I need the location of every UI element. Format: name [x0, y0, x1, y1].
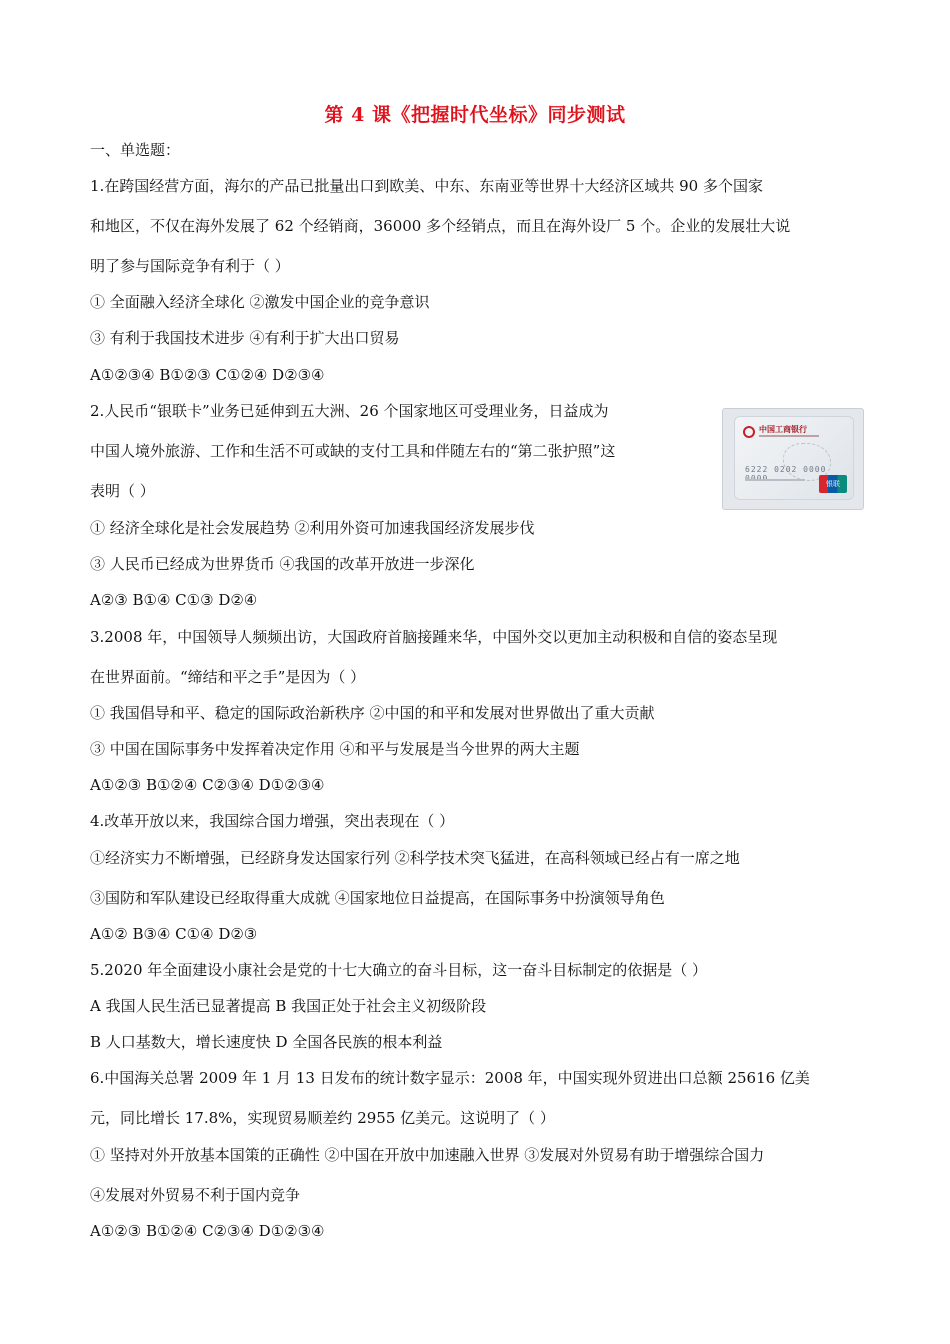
option-line: ① 我国倡导和平、稳定的国际政治新秩序 ②中国的和平和发展对世界做出了重大贡献 — [90, 704, 655, 722]
answer-line: A②③ B①④ C①③ D②④ — [90, 591, 258, 609]
section-heading: 一、单选题： — [90, 141, 181, 159]
text-line: 4.改革开放以来，我国综合国力增强，突出表现在（ ） — [90, 812, 455, 830]
answer-line: A①② B③④ C①④ D②③ — [90, 925, 258, 943]
bank-english-name — [759, 435, 819, 437]
option-line: ③ 人民币已经成为世界货币 ④我国的改革开放进一步深化 — [90, 555, 475, 573]
card-number: 6222 0202 0000 — [745, 465, 827, 474]
bank-name: 中国工商银行 — [759, 425, 807, 434]
option-line: ① 经济全球化是社会发展趋势 ②利用外资可加速我国经济发展步伐 — [90, 519, 535, 537]
option-line: B 人口基数大，增长速度快 D 全国各民族的根本利益 — [90, 1033, 443, 1051]
text-line: 6.中国海关总署 2009 年 1 月 13 日发布的统计数字显示：2008 年，中国实现外贸进出口总额 25616 亿美 — [90, 1069, 810, 1087]
text-line: 中国人境外旅游、工作和生活不可或缺的支付工具和伴随左右的“第二张护照”这 — [90, 442, 616, 460]
answer-line: A①②③ B①②④ C②③④ D①②③④ — [90, 776, 325, 794]
answer-line: A①②③④ B①②③ C①②④ D②③④ — [90, 366, 325, 384]
text-line: 在世界面前。“缔结和平之手”是因为（ ） — [90, 668, 366, 686]
text-line: 1.在跨国经营方面，海尔的产品已批量出口到欧美、中东、东南亚等世界十大经济区域共 90 多个国家 — [90, 177, 763, 195]
bank-card — [735, 417, 853, 499]
option-line: A 我国人民生活已显著提高 B 我国正处于社会主义初级阶段 — [90, 997, 487, 1015]
option-line: ④发展对外贸易不利于国内竞争 — [90, 1186, 301, 1204]
text-line: 5.2020 年全面建设小康社会是党的十七大确立的奋斗目标，这一奋斗目标制定的依据是（ ） — [90, 961, 708, 979]
answer-line: A①②③ B①②④ C②③④ D①②③④ — [90, 1222, 325, 1240]
option-line: ③ 中国在国际事务中发挥着决定作用 ④和平与发展是当今世界的两大主题 — [90, 740, 580, 758]
text-line: 明了参与国际竞争有利于（ ） — [90, 257, 290, 275]
text-line: 2.人民币“银联卡”业务已延伸到五大洲、26 个国家地区可受理业务，日益成为 — [90, 402, 609, 420]
text-line: 表明（ ） — [90, 482, 155, 500]
option-line: ③国防和军队建设已经取得重大成就 ④国家地位日益提高，在国际事务中扮演领导角色 — [90, 889, 665, 907]
text-line: 元，同比增长 17.8%，实现贸易顺差约 2955 亿美元。这说明了（ ） — [90, 1109, 555, 1127]
option-line: ①经济实力不断增强，已经跻身发达国家行列 ②科学技术突飞猛进，在高科领域已经占有一席之地 — [90, 849, 740, 867]
option-line: ① 全面融入经济全球化 ②激发中国企业的竞争意识 — [90, 293, 430, 311]
bank-card-image — [722, 408, 864, 510]
card-holder-line — [745, 479, 805, 481]
text-line: 3.2008 年，中国领导人频频出访，大国政府首脑接踵来华，中国外交以更加主动积极和自信的姿态呈现 — [90, 628, 778, 646]
bank-logo-icon — [743, 426, 755, 438]
page-title: 第 4 课《把握时代坐标》同步测试 — [324, 104, 626, 126]
unionpay-logo-icon: 银联 — [819, 475, 847, 493]
text-line: 和地区，不仅在海外发展了 62 个经销商，36000 多个经销点，而且在海外设厂 5 个。企业的发展壮大说 — [90, 217, 791, 235]
option-line: ③ 有利于我国技术进步 ④有利于扩大出口贸易 — [90, 329, 400, 347]
option-line: ① 坚持对外开放基本国策的正确性 ②中国在开放中加速融入世界 ③发展对外贸易有助于增强综合国力 — [90, 1146, 765, 1164]
